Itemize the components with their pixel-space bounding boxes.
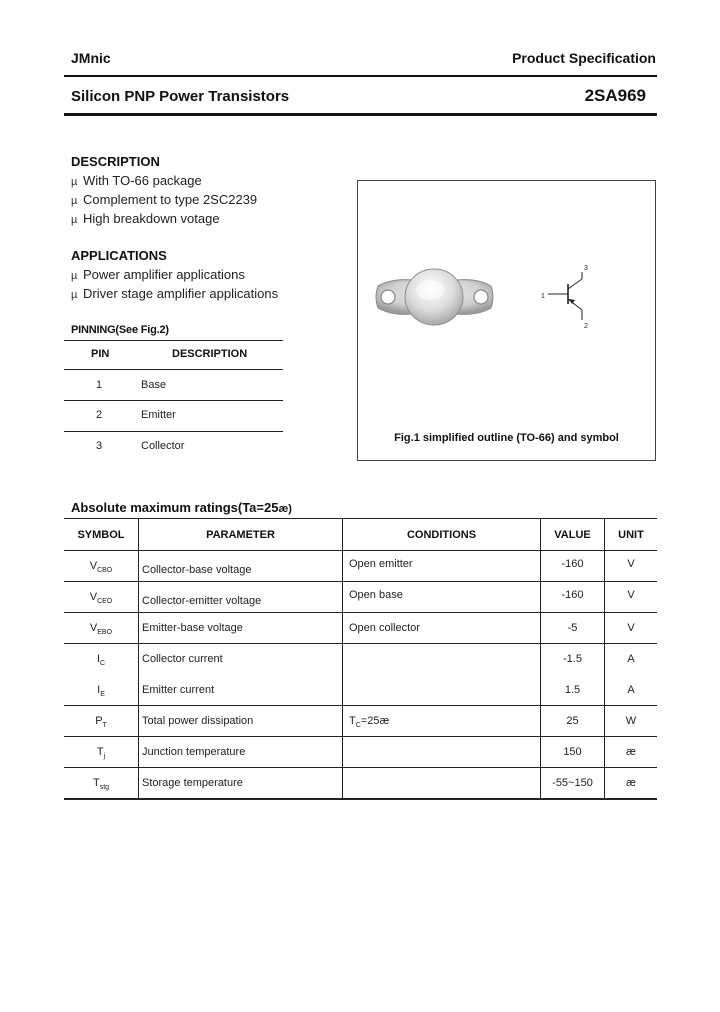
symbol-cell	[64, 613, 139, 644]
symbol-letter: I	[96, 653, 100, 666]
ratings-title	[71, 500, 292, 515]
table-row	[64, 551, 657, 582]
bullet-icon: µ	[71, 270, 78, 282]
conditions-cell	[343, 644, 541, 675]
brand-name: JMnic	[71, 50, 111, 66]
symbol-pin-label: 2	[584, 323, 588, 330]
symbol-header: SYMBOL	[64, 519, 139, 551]
document-type: Product Specification	[512, 50, 656, 66]
conditions-cell	[343, 737, 541, 768]
pin-description-header: DESCRIPTION	[172, 348, 248, 360]
pnp-transistor-symbol-icon	[538, 262, 598, 342]
value-cell: -5	[541, 613, 605, 644]
ratings-title-text: Absolute maximum ratings(Ta=25	[71, 500, 279, 515]
symbol-subscript: E	[100, 690, 105, 698]
parameter-cell: Collector-emitter voltage	[139, 582, 343, 613]
symbol-subscript: stg	[99, 783, 110, 791]
conditions-header: CONDITIONS	[343, 519, 541, 551]
condition-subscript: C	[355, 722, 361, 729]
conditions-cell: Open emitter	[343, 551, 541, 582]
pinning-title: PINNING(See Fig.2)	[71, 324, 169, 336]
unit-cell: æ	[605, 737, 658, 768]
symbol-letter: V	[89, 591, 98, 603]
parameter-cell: Collector-base voltage	[139, 551, 343, 582]
value-cell: -55~150	[541, 768, 605, 799]
description-item	[71, 211, 220, 226]
description-item	[71, 173, 202, 188]
bullet-icon: µ	[71, 195, 78, 207]
value-cell: 150	[541, 737, 605, 768]
pin-description: Emitter	[141, 409, 176, 421]
parameter-cell: Storage temperature	[139, 768, 343, 799]
value-cell: -160	[541, 582, 605, 613]
symbol-pin-label: 1	[541, 293, 545, 300]
ratings-table	[64, 518, 657, 800]
to66-package-image	[372, 266, 497, 328]
table-row	[64, 644, 657, 675]
symbol-cell	[64, 706, 139, 737]
unit-cell: W	[605, 706, 658, 737]
value-cell: -160	[541, 551, 605, 582]
symbol-letter: I	[97, 683, 101, 696]
symbol-cell	[64, 582, 139, 613]
value-header: VALUE	[541, 519, 605, 551]
applications-heading: APPLICATIONS	[71, 248, 167, 263]
table-row	[64, 768, 657, 799]
symbol-letter: V	[89, 622, 98, 634]
bullet-icon: µ	[71, 214, 78, 226]
parameter-cell: Total power dissipation	[139, 706, 343, 737]
symbol-letter: V	[89, 560, 98, 572]
symbol-subscript: T	[102, 722, 107, 729]
symbol-cell	[64, 644, 139, 675]
unit-header: UNIT	[605, 519, 658, 551]
table-row	[64, 737, 657, 768]
parameter-header: PARAMETER	[139, 519, 343, 551]
value-cell: -1.5	[541, 644, 605, 675]
unit-cell: V	[605, 551, 658, 582]
symbol-letter: P	[95, 715, 103, 727]
pin-number: 3	[96, 440, 103, 452]
pin-description: Base	[141, 379, 167, 391]
value-cell: 1.5	[541, 675, 605, 706]
unit-cell: æ	[605, 768, 658, 799]
application-item	[71, 286, 278, 301]
pin-number: 2	[96, 409, 103, 421]
condition-value: =25æ	[360, 715, 390, 727]
parameter-cell: Collector current	[139, 644, 343, 675]
pin-description: Collector	[141, 440, 185, 452]
parameter-cell: Emitter current	[139, 675, 343, 706]
conditions-cell: Open base	[343, 582, 541, 613]
pin-number: 1	[96, 379, 103, 391]
symbol-subscript: CBO	[97, 567, 113, 574]
description-item-text: With TO-66 package	[83, 173, 202, 188]
description-item	[71, 192, 257, 207]
description-heading: DESCRIPTION	[71, 154, 160, 169]
symbol-cell	[64, 737, 139, 768]
table-row	[64, 613, 657, 644]
pinning-row-rule	[64, 400, 283, 401]
parameter-cell: Junction temperature	[139, 737, 343, 768]
bullet-icon: µ	[71, 176, 78, 188]
bullet-icon: µ	[71, 289, 78, 301]
symbol-cell	[64, 551, 139, 582]
pinning-header-rule	[64, 369, 283, 370]
symbol-letter: T	[92, 776, 100, 789]
condition-symbol: T	[349, 715, 356, 727]
ratings-title-unit: æ)	[278, 503, 292, 515]
symbol-pin-label: 3	[584, 265, 588, 272]
application-item	[71, 267, 245, 282]
symbol-subscript: C	[100, 660, 106, 668]
table-row	[64, 582, 657, 613]
table-header-row	[64, 519, 657, 551]
unit-cell: V	[605, 582, 658, 613]
title-divider	[64, 113, 657, 116]
conditions-cell	[343, 706, 541, 737]
unit-cell: A	[627, 653, 635, 666]
parameter-cell: Emitter-base voltage	[139, 613, 343, 644]
symbol-letter: T	[96, 746, 104, 758]
application-item-text: Driver stage amplifier applications	[83, 286, 279, 301]
pin-header: PIN	[91, 348, 110, 360]
value-cell: 25	[541, 706, 605, 737]
symbol-cell	[64, 675, 139, 706]
description-item-text: High breakdown vоtage	[83, 211, 220, 226]
header-divider	[64, 75, 657, 77]
conditions-cell: Open collector	[343, 613, 541, 644]
application-item-text: Power amplifier applications	[83, 267, 245, 282]
unit-cell: V	[605, 613, 658, 644]
table-row	[64, 706, 657, 737]
conditions-cell	[343, 768, 541, 799]
symbol-subscript: j	[103, 753, 106, 760]
symbol-cell	[64, 768, 139, 799]
symbol-subscript: EBO	[97, 629, 113, 636]
description-item-text: Complement to type 2SC2239	[83, 192, 258, 207]
unit-cell: A	[605, 675, 658, 706]
part-number: 2SA969	[584, 86, 646, 105]
pinning-row-rule	[64, 431, 283, 432]
figure-caption: Fig.1 simplified outline (TO-66) and symbol	[394, 432, 619, 444]
conditions-cell	[343, 675, 541, 706]
symbol-subscript: CEO	[97, 598, 113, 605]
page-title: Silicon PNP Power Transistors	[71, 88, 290, 105]
pinning-top-rule	[64, 340, 283, 341]
table-row	[64, 675, 657, 706]
